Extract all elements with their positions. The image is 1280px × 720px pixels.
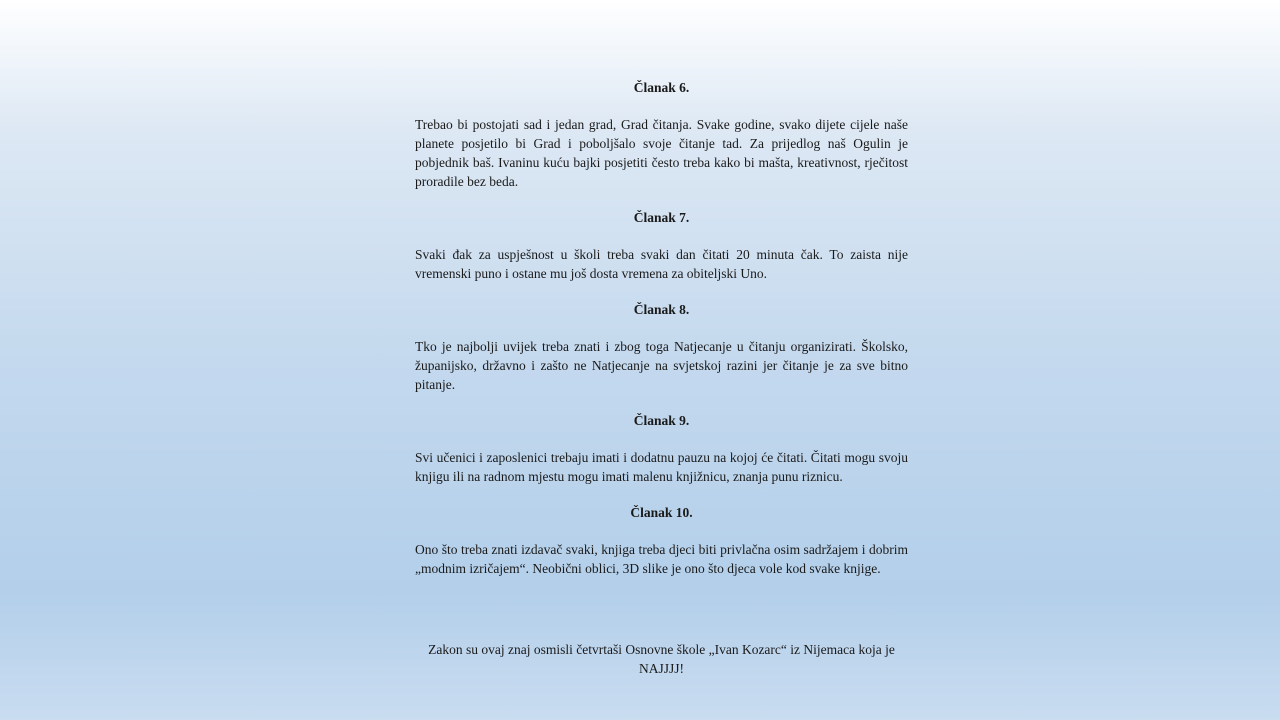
- article-heading: Članak 8.: [633, 302, 690, 317]
- article-heading: Članak 6.: [633, 80, 690, 95]
- article-text: Trebao bi postojati sad i jedan grad, Grad čitanja. Svake godine, svako dijete cijele naše planete posjetilo bi Grad i poboljšalo svoje čitanje tad. Za prijedlog naš Ogulin je pobjednik baš. Ivaninu kuću bajki posjetiti često treba kako bi mašta, kreativnost, rječitost proradile bez beda.: [415, 117, 908, 189]
- article-7: [415, 208, 908, 283]
- article-text: Ono što treba znati izdavač svaki, knjiga treba djeci biti privlačna osim sadržajem i dobrim „modnim izričajem“. Neobični oblici, 3D slike je ono što djeca vole kod svake knjige.: [415, 542, 908, 576]
- article-heading: Članak 10.: [630, 505, 693, 520]
- article-9: [415, 411, 908, 486]
- footer-credit: Zakon su ovaj znaj osmisli četvrtaši Osnovne škole „Ivan Kozarc“ iz Nijemaca koja je NAJJJJ!: [428, 642, 895, 676]
- article-heading: Članak 7.: [633, 210, 690, 225]
- article-6: [415, 78, 908, 191]
- article-10: [415, 503, 908, 578]
- article-text: Svi učenici i zaposlenici trebaju imati i dodatnu pauzu na kojoj će čitati. Čitati mogu svoju knjigu ili na radnom mjestu mogu imati malenu knjižnicu, znanja punu riznicu.: [415, 450, 908, 484]
- article-text: Tko je najbolji uvijek treba znati i zbog toga Natjecanje u čitanju organizirati. Školsko, županijsko, državno i zašto ne Natjecanje na svjetskoj razini jer čitanje je za sve bitno pitanje.: [415, 339, 908, 392]
- article-8: [415, 300, 908, 394]
- article-heading: Članak 9.: [633, 413, 690, 428]
- slide-content: [415, 78, 908, 595]
- article-text: Svaki đak za uspješnost u školi treba svaki dan čitati 20 minuta čak. To zaista nije vremenski puno i ostane mu još dosta vremena za obiteljski Uno.: [415, 247, 908, 281]
